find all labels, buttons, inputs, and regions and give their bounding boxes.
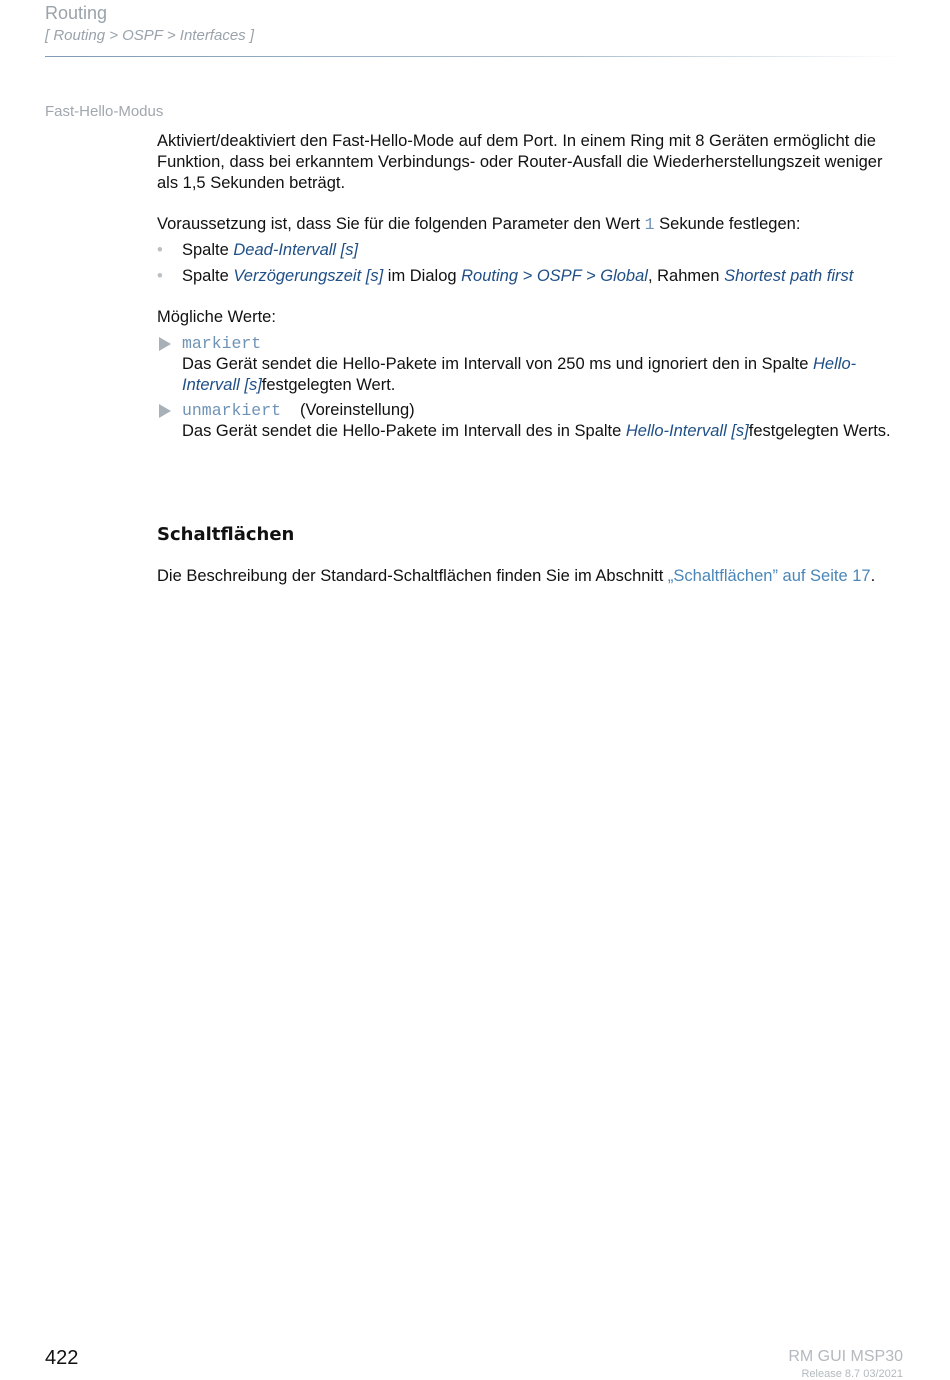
footer-release: Release 8.7 03/2021 xyxy=(801,1368,903,1380)
delay-time-ref: Verzögerungszeit [s] xyxy=(233,267,384,285)
prereq-before: Voraussetzung ist, dass Sie für die folgenden Parameter den Wert xyxy=(157,215,645,233)
dead-interval-ref: Dead-Intervall [s] xyxy=(233,241,359,259)
dialog-path-ref: Routing > OSPF > Global xyxy=(461,267,648,285)
triangle-right-icon xyxy=(159,337,171,351)
list-item xyxy=(157,240,907,261)
value-description xyxy=(182,421,907,442)
section-text-before: Die Beschreibung der Standard-Schaltflächen finden Sie im Abschnitt xyxy=(157,567,668,585)
values-heading: Mögliche Werte: xyxy=(157,308,276,326)
parameter-description: Aktiviert/deaktiviert den Fast-Hello-Mode auf dem Port. In einem Ring mit 8 Geräten ermöglicht die Funktion, dass bei erkanntem Verbindungs- oder Router-Ausfall die Wiederherstellungszeit weniger als 1,5 Sekunden beträgt. xyxy=(157,132,883,192)
hello-interval-ref: Hello-Intervall [s] xyxy=(625,422,749,440)
value-desc-text: festgelegten Werts. xyxy=(748,422,891,440)
value-name: unmarkiert xyxy=(182,401,282,420)
section-heading: Schaltflächen xyxy=(157,524,295,545)
list-item xyxy=(157,333,907,396)
prereq-value: 1 xyxy=(644,215,655,234)
header-title: Routing xyxy=(45,3,108,23)
prereq-after: Sekunde festlegen: xyxy=(654,215,801,233)
bullet-text: , Rahmen xyxy=(647,267,725,285)
value-description xyxy=(182,354,907,396)
section-text xyxy=(157,567,875,586)
list-item xyxy=(157,266,907,287)
default-note: (Voreinstellung) xyxy=(300,401,415,419)
list-item xyxy=(157,400,907,442)
section-text-after: . xyxy=(870,567,876,585)
buttons-section-link[interactable]: „Schaltflächen” auf Seite 17 xyxy=(667,567,871,585)
prerequisite-text xyxy=(157,214,907,235)
parameter-label: Fast-Hello-Modus xyxy=(45,103,164,120)
hello-interval-ref: Hello-Intervall [s] xyxy=(182,355,857,394)
bullet-icon: • xyxy=(157,267,163,285)
bullet-icon: • xyxy=(157,241,163,259)
parameter-content xyxy=(157,131,907,442)
header-divider xyxy=(45,56,905,57)
frame-ref: Shortest path first xyxy=(724,267,854,285)
triangle-right-icon xyxy=(159,404,171,418)
page-number: 422 xyxy=(45,1347,79,1369)
value-desc-text: festgelegten Wert. xyxy=(261,376,396,394)
bullet-text: im Dialog xyxy=(383,267,462,285)
bullet-prefix: Spalte xyxy=(182,241,234,259)
breadcrumb: [ Routing > OSPF > Interfaces ] xyxy=(45,27,254,44)
value-desc-text: Das Gerät sendet die Hello-Pakete im Intervall des in Spalte xyxy=(182,422,626,440)
value-name: markiert xyxy=(182,334,262,353)
footer-document: RM GUI MSP30 xyxy=(788,1348,903,1365)
bullet-prefix: Spalte xyxy=(182,267,234,285)
value-desc-text: Das Gerät sendet die Hello-Pakete im Intervall von 250 ms und ignoriert den in Spalte xyxy=(182,355,814,373)
